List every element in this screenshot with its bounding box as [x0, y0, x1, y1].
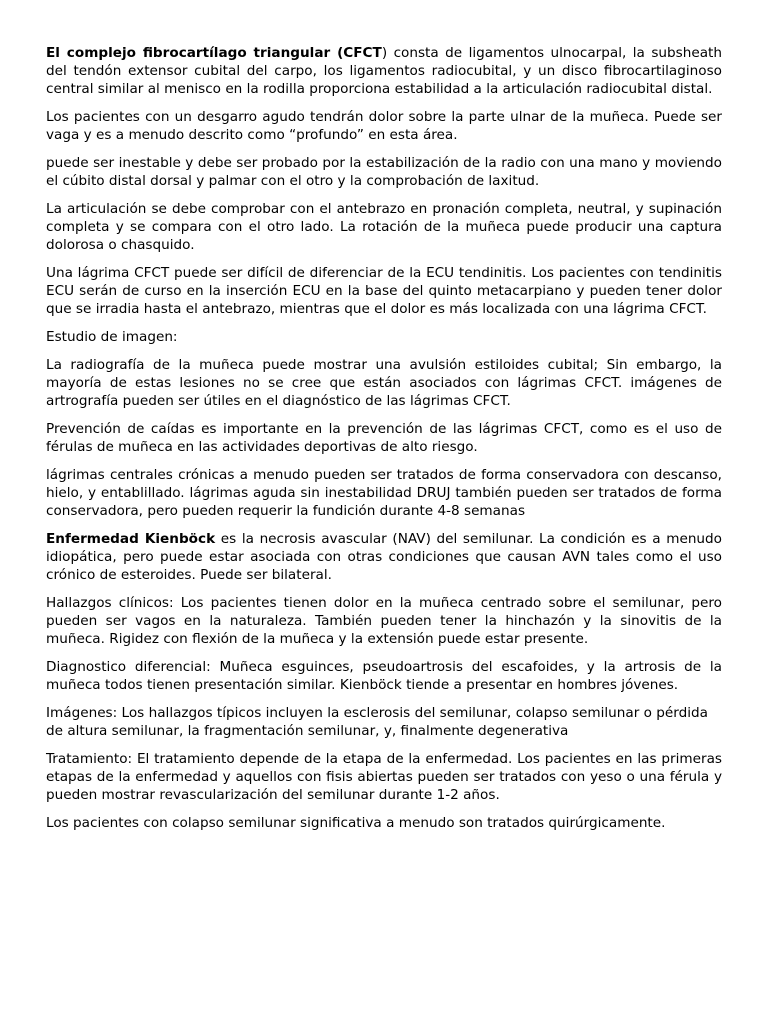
paragraph-text: La articulación se debe comprobar con el antebrazo en pronación completa, neutral, y supinación completa y se compara con el otro lado. La rotación de la muñeca puede producir una captura dolorosa o chasquido.	[46, 200, 722, 254]
paragraph-text: Imágenes: Los hallazgos típicos incluyen la esclerosis del semilunar, colapso semilunar o pérdida de altura semilunar, la fragmentación semilunar, y, finalmente degenerativa	[46, 705, 708, 740]
paragraph-imaging-heading	[46, 328, 722, 346]
paragraph-text: Prevención de caídas es importante en la prevención de las lágrimas CFCT, como es el uso de férulas de muñeca en las actividades deportivas de alto riesgo.	[46, 420, 722, 456]
paragraph-surgical-treatment	[46, 814, 722, 832]
paragraph-text: Los pacientes con un desgarro agudo tendrán dolor sobre la parte ulnar de la muñeca. Puede ser vaga y es a menudo descrito como “profundo” en esta área.	[46, 109, 722, 144]
paragraph-text: ) consta de ligamentos ulnocarpal, la subsheath del tendón extensor cubital del carpo, los ligamentos radiocubital, y un disco fibrocartilaginoso central similar al menisco en la rodilla proporciona estabilidad a la articulación radiocubital distal.	[46, 45, 722, 98]
paragraph-cfct-definition	[46, 44, 722, 99]
paragraph-kienbock-definition	[46, 530, 722, 585]
paragraph-chronic-treatment	[46, 466, 722, 521]
paragraph-text: La radiografía de la muñeca puede mostrar una avulsión estiloides cubital; Sin embargo, la mayoría de estas lesiones no se cree que están asociados con lágrimas CFCT. imágenes de artrografía pueden ser útiles en el diagnóstico de las lágrimas CFCT.	[46, 356, 722, 410]
paragraph-text: Hallazgos clínicos: Los pacientes tienen dolor en la muñeca centrado sobre el semilunar, pero pueden ser vagos en la naturaleza. También pueden tener la hinchazón y la sinovitis de la muñeca. Rigidez con flexión de la muñeca y la extensión puede estar presente.	[46, 595, 722, 648]
paragraph-clinical-findings	[46, 594, 722, 649]
paragraph-radiography	[46, 356, 722, 411]
paragraph-text: puede ser inestable y debe ser probado por la estabilización de la radio con una mano y moviendo el cúbito distal dorsal y palmar con el otro y la comprobación de laxitud.	[46, 155, 722, 190]
paragraph-joint-check	[46, 200, 722, 255]
paragraph-text: Los pacientes con colapso semilunar significativa a menudo son tratados quirúrgicamente.	[46, 815, 666, 832]
paragraph-instability-test	[46, 154, 722, 190]
paragraph-treatment	[46, 750, 722, 805]
term-cfct: El complejo fibrocartílago triangular (CFCT	[46, 45, 382, 61]
paragraph-prevention	[46, 420, 722, 456]
term-kienbock: Enfermedad Kienböck	[46, 530, 216, 547]
paragraph-imaging-findings	[46, 704, 722, 740]
paragraph-text: Diagnostico diferencial: Muñeca esguinces, pseudoartrosis del escafoides, y la artrosis de la muñeca todos tienen presentación similar. Kienböck tiende a presentar en hombres jóvenes.	[46, 659, 722, 694]
paragraph-acute-tear-symptoms	[46, 108, 722, 144]
paragraph-text: Tratamiento: El tratamiento depende de la etapa de la enfermedad. Los pacientes en las primeras etapas de la enfermedad y aquellos con fisis abiertas pueden ser tratados con yeso o una férula y pueden mostrar revascularización del semilunar durante 1-2 años.	[46, 751, 722, 804]
paragraph-differential-ecu	[46, 264, 722, 319]
paragraph-text: Una lágrima CFCT puede ser difícil de diferenciar de la ECU tendinitis. Los pacientes con tendinitis ECU serán de curso en la inserción ECU en la base del quinto metacarpiano y pueden tener dolor que se irradia hasta el antebrazo, mientras que el dolor es más localizada con una lágrima CFCT.	[46, 265, 722, 318]
paragraph-text: lágrimas centrales crónicas a menudo pueden ser tratados de forma conservadora con descanso, hielo, y entablillado. lágrimas aguda sin inestabilidad DRUJ también pueden ser tratados de forma conservadora, pero pueden requerir la fundición durante 4-8 semanas	[46, 466, 722, 520]
paragraph-text: es la necrosis avascular (NAV) del semilunar. La condición es a menudo idiopática, pero puede estar asociada con otras condiciones que causan AVN tales como el uso crónico de esteroides. Puede ser bilateral.	[46, 530, 722, 584]
paragraph-differential-diagnosis	[46, 658, 722, 694]
paragraph-text: Estudio de imagen:	[46, 329, 178, 346]
